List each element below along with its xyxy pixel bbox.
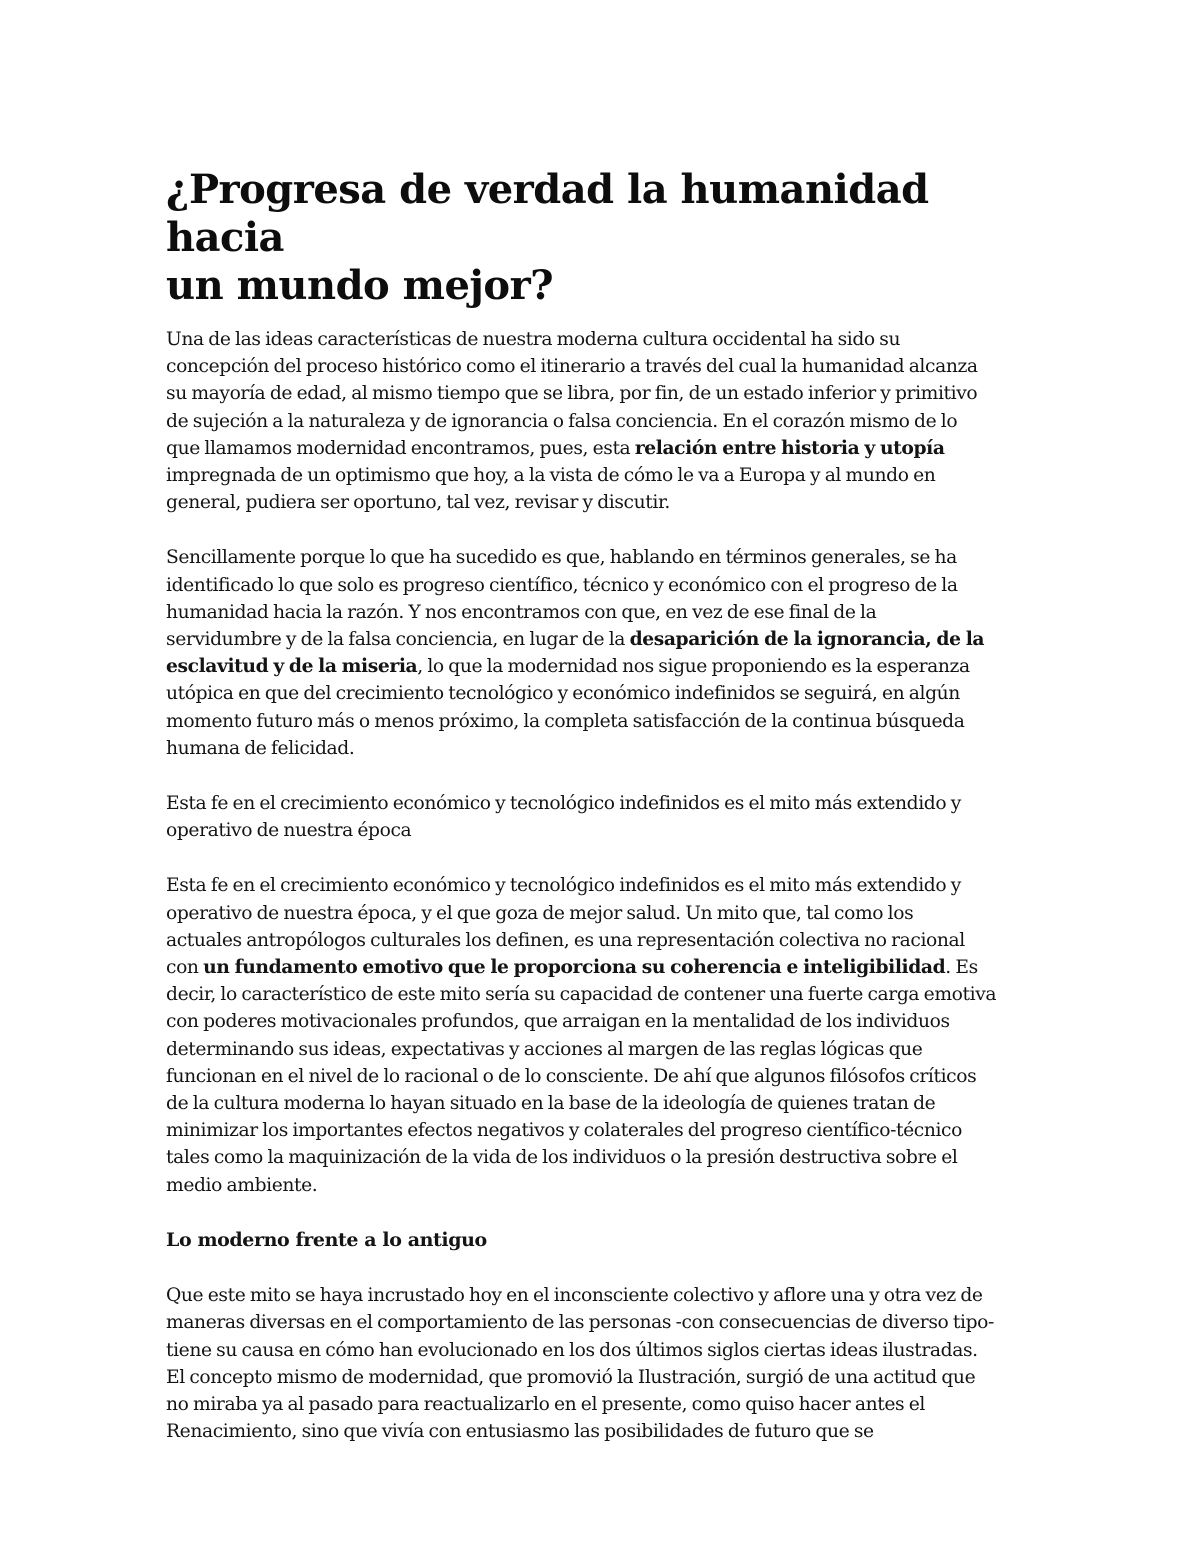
- section-subheading: Lo moderno frente a lo antiguo: [166, 1228, 487, 1251]
- paragraph-2-bold: desaparición de la ignorancia, de la esclavitud y de la miseria: [166, 628, 985, 678]
- document-title: ¿Progresa de verdad la humanidad hacia un mundo mejor?: [166, 166, 929, 309]
- paragraph-2-text-b: , lo que la modernidad nos sigue proponiendo es la esperanza utópica en que del crecimiento tecnológico y económico indefinidos se seguirá, en algún momento futuro más o menos próximo, la completa satisfacción de la continua búsqueda humana de felicidad.: [166, 656, 970, 759]
- paragraph-1-text-b: impregnada de un optimismo que hoy, a la vista de cómo le va a Europa y al mundo en general, pudiera ser oportuno, tal vez, revisar y discutir.: [166, 465, 936, 514]
- paragraph-3: Esta fe en el crecimiento económico y tecnológico indefinidos es el mito más extendido y operativo de nuestra época: [166, 793, 961, 842]
- paragraph-4-text-a: Esta fe en el crecimiento económico y tecnológico indefinidos es el mito más extendido y operativo de nuestra época, y el que goza de mejor salud. Un mito que, tal como los actuales antropólogos culturales los definen, es una representación colectiva no racional con: [166, 875, 965, 979]
- paragraph-4-text-b: . Es decir, lo característico de este mito sería su capacidad de contener una fuerte carga emotiva con poderes motivacionales profundos, que arraigan en la mentalidad de los individuos determinando sus ideas, expectativas y acciones al margen de las reglas lógicas que funcionan en el nivel de lo racional o de lo consciente. De ahí que algunos filósofos críticos de la cultura moderna lo hayan situado en la base de la ideología de quienes tratan de minimizar los importantes efectos negativos y colaterales del progreso científico-técnico tales como la maquinización de la vida de los individuos o la presión destructiva sobre el medio ambiente.: [166, 957, 997, 1196]
- paragraph-1-text-a: Una de las ideas características de nuestra moderna cultura occidental ha sido su concepción del proceso histórico como el itinerario a través del cual la humanidad alcanza su mayoría de edad, al mismo tiempo que se libra, por fin, de un estado inferior y primitivo de sujeción a la naturaleza y de ignorancia o falsa conciencia. En el corazón mismo de lo que llamamos modernidad encontramos, pues, esta: [166, 329, 978, 459]
- document-page: [166, 166, 1038, 1473]
- paragraph-2-text-a: Sencillamente porque lo que ha sucedido es que, hablando en términos generales, se ha identificado lo que solo es progreso científico, técnico y económico con el progreso de la humanidad hacia la razón. Y nos encontramos con que, en vez de ese final de la servidumbre y de la falsa conciencia, en lugar de la: [166, 547, 958, 651]
- paragraph-2: [166, 544, 1038, 762]
- paragraph-1-bold: relación entre historia y utopía: [634, 436, 945, 459]
- paragraph-5: Que este mito se haya incrustado hoy en el inconsciente colectivo y aflore una y otra vez de maneras diversas en el comportamiento de las personas -con consecuencias de diverso tipo- tiene su causa en cómo han evolucionado en los dos últimos siglos ciertas ideas ilustradas. El concepto mismo de modernidad, que promovió la Ilustración, surgió de una actitud que no miraba ya al pasado para reactualizarlo en el presente, como quiso hacer antes el Renacimiento, sino que vivía con entusiasmo las posibilidades de futuro que se: [166, 1285, 994, 1443]
- paragraph-4-bold: un fundamento emotivo que le proporciona su coherencia e inteligibilidad: [203, 956, 946, 979]
- paragraph-1: [166, 326, 1038, 516]
- paragraph-4: [166, 872, 1038, 1198]
